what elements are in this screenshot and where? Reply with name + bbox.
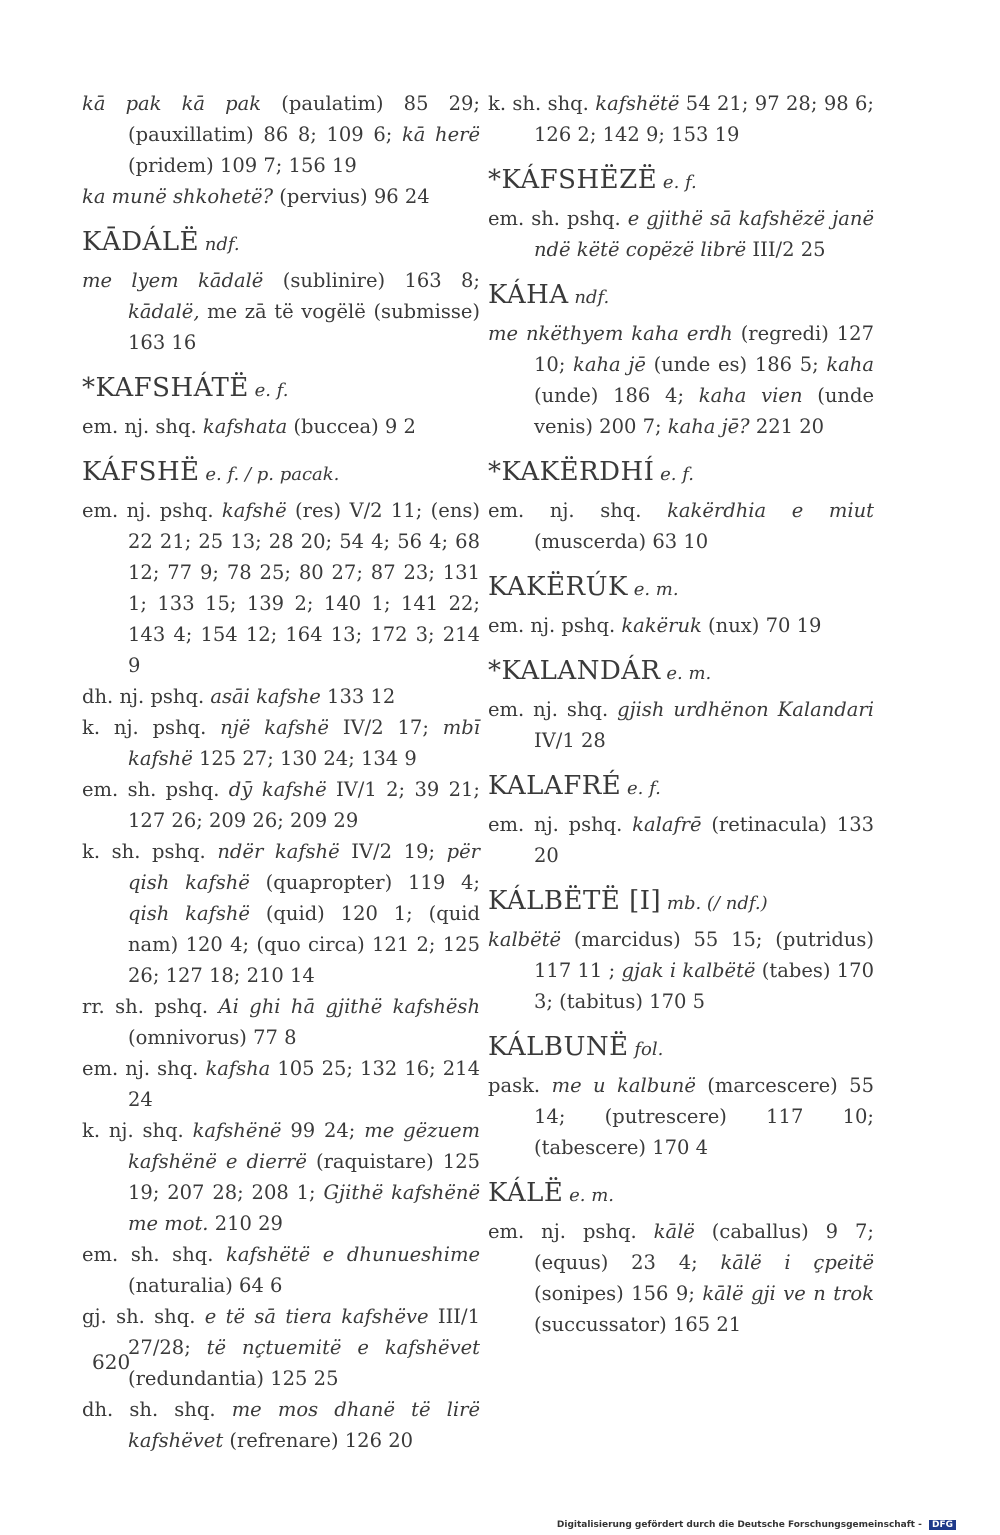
dictionary-entry: k. nj. pshq. një kafshë IV/2 17; mbī kafshë 125 27; 130 24; 134 9 xyxy=(82,716,480,770)
grammar-label: e. m. xyxy=(660,663,712,684)
grammar-label: e. f. xyxy=(621,778,661,799)
dictionary-entry: em. sh. shq. kafshëtë e dhunueshime (naturalia) 64 6 xyxy=(82,1243,480,1297)
right-column xyxy=(488,88,874,1340)
headword xyxy=(488,651,874,694)
headword xyxy=(488,160,874,203)
headword xyxy=(488,567,874,610)
headword-text: *KAKËRDHÍ xyxy=(488,457,655,487)
left-column xyxy=(82,88,480,1456)
headword xyxy=(82,452,480,495)
dictionary-entry: kā pak kā pak (paulatim) 85 29; (pauxillatim) 86 8; 109 6; kā herë (pridem) 109 7; 156 19 xyxy=(82,92,480,177)
headword-text: KÁLË xyxy=(488,1178,564,1208)
dictionary-entry: em. nj. shq. kakërdhia e miut (muscerda) 63 10 xyxy=(488,499,874,553)
grammar-label: mb. (/ ndf.) xyxy=(661,893,768,914)
dictionary-entry: k. sh. shq. kafshëtë 54 21; 97 28; 98 6; 126 2; 142 9; 153 19 xyxy=(488,92,875,146)
dictionary-entry: em. nj. shq. kafsha 105 25; 132 16; 214 24 xyxy=(82,1057,480,1111)
dfg-logo: DFG xyxy=(929,1520,956,1530)
dictionary-entry: pask. me u kalbunë (marcescere) 55 14; (putrescere) 117 10; (tabescere) 170 4 xyxy=(488,1074,874,1159)
dictionary-entry: gj. sh. shq. e të sā tiera kafshëve III/1 27/28; të nçtuemitë e kafshëvet (redundantia) 125 25 xyxy=(82,1305,480,1390)
headword-text: *KALANDÁR xyxy=(488,656,661,686)
dictionary-entry: em. sh. pshq. dӯ kafshë IV/1 2; 39 21; 127 26; 209 26; 209 29 xyxy=(82,778,480,832)
dictionary-entry: em. nj. shq. kafshata (buccea) 9 2 xyxy=(82,415,416,438)
headword-text: KÁLBUNË xyxy=(488,1032,629,1062)
grammar-label: e. f. / p. pacak. xyxy=(199,464,340,485)
headword-text: KALAFRÉ xyxy=(488,771,622,801)
headword xyxy=(82,222,480,265)
dictionary-entry: kalbëtë (marcidus) 55 15; (putridus) 117 11 ; gjak i kalbëtë (tabes) 170 3; (tabitus) 170 5 xyxy=(488,928,874,1013)
headword xyxy=(488,1173,874,1216)
headword-text: KÁHA xyxy=(488,280,569,310)
dictionary-entry: k. nj. shq. kafshënë 99 24; me gëzuem kafshënë e dierrë (raquistare) 125 19; 207 28; 208 1; Gjithë kafshënë me mot. 210 29 xyxy=(82,1119,481,1235)
grammar-label: e. f. xyxy=(657,172,697,193)
grammar-label: ndf. xyxy=(568,287,610,308)
footer xyxy=(557,1520,956,1530)
page-number: 620 xyxy=(92,1350,131,1374)
footer-text: Digitalisierung gefördert durch die Deutsche Forschungsgemeinschaft - xyxy=(556,1520,922,1530)
dictionary-entry: ka munë shkohetë? (pervius) 96 24 xyxy=(82,185,430,208)
dictionary-entry: em. nj. pshq. kālë (caballus) 9 7; (equus) 23 4; kālë i çpeitë (sonipes) 156 9; kālë gji ve n trok (succussator) 165 21 xyxy=(488,1220,874,1336)
dictionary-entry: rr. sh. pshq. Ai ghi hā gjithë kafshësh (omnivorus) 77 8 xyxy=(82,995,481,1049)
dictionary-entry: me lyem kādalë (sublinire) 163 8; kādalë, me zā të vogëlë (submisse) 163 16 xyxy=(82,269,481,354)
headword xyxy=(82,368,480,411)
headword-text: *KAFSHÁTË xyxy=(82,373,249,403)
grammar-label: e. f. xyxy=(248,380,289,401)
dictionary-entry: em. nj. pshq. kafshë (res) V/2 11; (ens) 22 21; 25 13; 28 20; 54 4; 56 4; 68 12; 77 9; 78 25; 80 27; 87 23; 131 1; 133 15; 139 2; 140 1; 141 22; 143 4; 154 12; 164 13; 172 3; 214 9 xyxy=(82,499,481,677)
headword xyxy=(488,1027,874,1070)
headword-text: KÁLBËTË [I] xyxy=(488,886,662,916)
grammar-label: e. m. xyxy=(563,1185,615,1206)
headword xyxy=(488,881,874,924)
dictionary-entry: em. nj. pshq. kalafrē (retinacula) 133 20 xyxy=(488,813,875,867)
dictionary-entry: em. nj. pshq. kakëruk (nux) 70 19 xyxy=(488,614,822,637)
dictionary-entry: em. nj. shq. gjish urdhënon Kalandari IV/1 28 xyxy=(488,698,874,752)
grammar-label: ndf. xyxy=(199,234,240,255)
headword xyxy=(488,452,874,495)
dictionary-entry: k. sh. pshq. ndër kafshë IV/2 19; për qish kafshë (quapropter) 119 4; qish kafshë (quid) 120 1; (quid nam) 120 4; (quo circa) 121 2; 125 26; 127 18; 210 14 xyxy=(82,840,481,987)
dictionary-entry: me nkëthyem kaha erdh (regredi) 127 10; kaha jē (unde es) 186 5; kaha (unde) 186 4; kaha vien (unde venis) 200 7; kaha jē? 221 20 xyxy=(488,322,874,438)
headword-text: *KÁFSHËZË xyxy=(488,165,658,195)
dictionary-entry: em. sh. pshq. e gjithë sā kafshëzë janë ndë këtë copëzë librë III/2 25 xyxy=(488,207,874,261)
headword xyxy=(488,766,874,809)
grammar-label: e. m. xyxy=(627,579,679,600)
grammar-label: e. f. xyxy=(654,464,694,485)
headword-text: KÁFSHË xyxy=(82,457,200,487)
headword-text: KĀDÁLË xyxy=(82,227,200,257)
headword xyxy=(488,275,874,318)
grammar-label: fol. xyxy=(628,1039,664,1060)
dictionary-entry: dh. sh. shq. me mos dhanë të lirë kafshëvet (refrenare) 126 20 xyxy=(82,1398,480,1452)
headword-text: KAKËRÚK xyxy=(488,572,628,602)
dictionary-entry: dh. nj. pshq. asāi kafshe 133 12 xyxy=(82,685,396,708)
